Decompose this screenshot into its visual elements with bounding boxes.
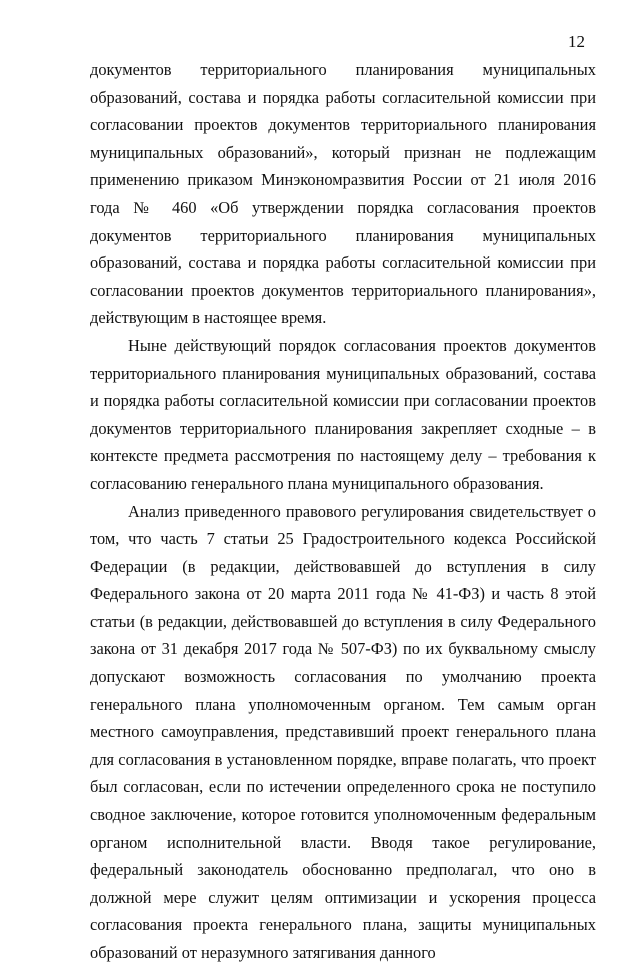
paragraph: Анализ приведенного правового регулирования свидетельствует о том, что часть 7 статьи 25 Градостроительного кодекса Российской Федерации (в редакции, действовавшей до вступления в силу Федерального закона от 20 марта 2011 года № 41-ФЗ) и часть 8 этой статьи (в редакции, действовавшей до вступления в силу Федерального закона от 31 декабря 2017 года № 507-ФЗ) по их буквальному смыслу допускают возможность согласования по умолчанию проекта генерального плана уполномоченным органом. Тем самым орган местного самоуправления, представивший проект генерального плана для согласования в установленном порядке, вправе полагать, что проект был согласован, если по истечении определенного срока не поступило сводное заключение, которое готовится уполномоченным федеральным органом исполнительной власти. Вводя такое регулирование, федеральный законодатель обоснованно предполагал, что оно в должной мере служит целям оптимизации и ускорения процесса согласования проекта генерального плана, защиты муниципальных образований от неразумного затягивания данного <box>90 501 596 962</box>
paragraph: Ныне действующий порядок согласования проектов документов территориального планирования муниципальных образований, состава и порядка работы согласительной комиссии при согласовании проектов документов территориального планирования закрепляет сходные – в контексте предмета рассмотрения по настоящему делу – требования к согласованию генерального плана муниципального образования. <box>90 335 596 493</box>
page-number: 12 <box>568 32 585 51</box>
paragraph-continuation: документов территориального планирования муниципальных образований, состава и порядка работы согласительной комиссии при согласовании проектов документов территориального планирования муниципальных образований», который признан не подлежащим применению приказом Минэкономразвития России от 21 июля 2016 года № 460 «Об утверждении порядка согласования проектов документов территориального планирования муниципальных образований, состава и порядка работы согласительной комиссии при согласовании проектов документов территориального планирования», действующим в настоящее время. <box>90 60 596 328</box>
document-body <box>90 56 596 967</box>
